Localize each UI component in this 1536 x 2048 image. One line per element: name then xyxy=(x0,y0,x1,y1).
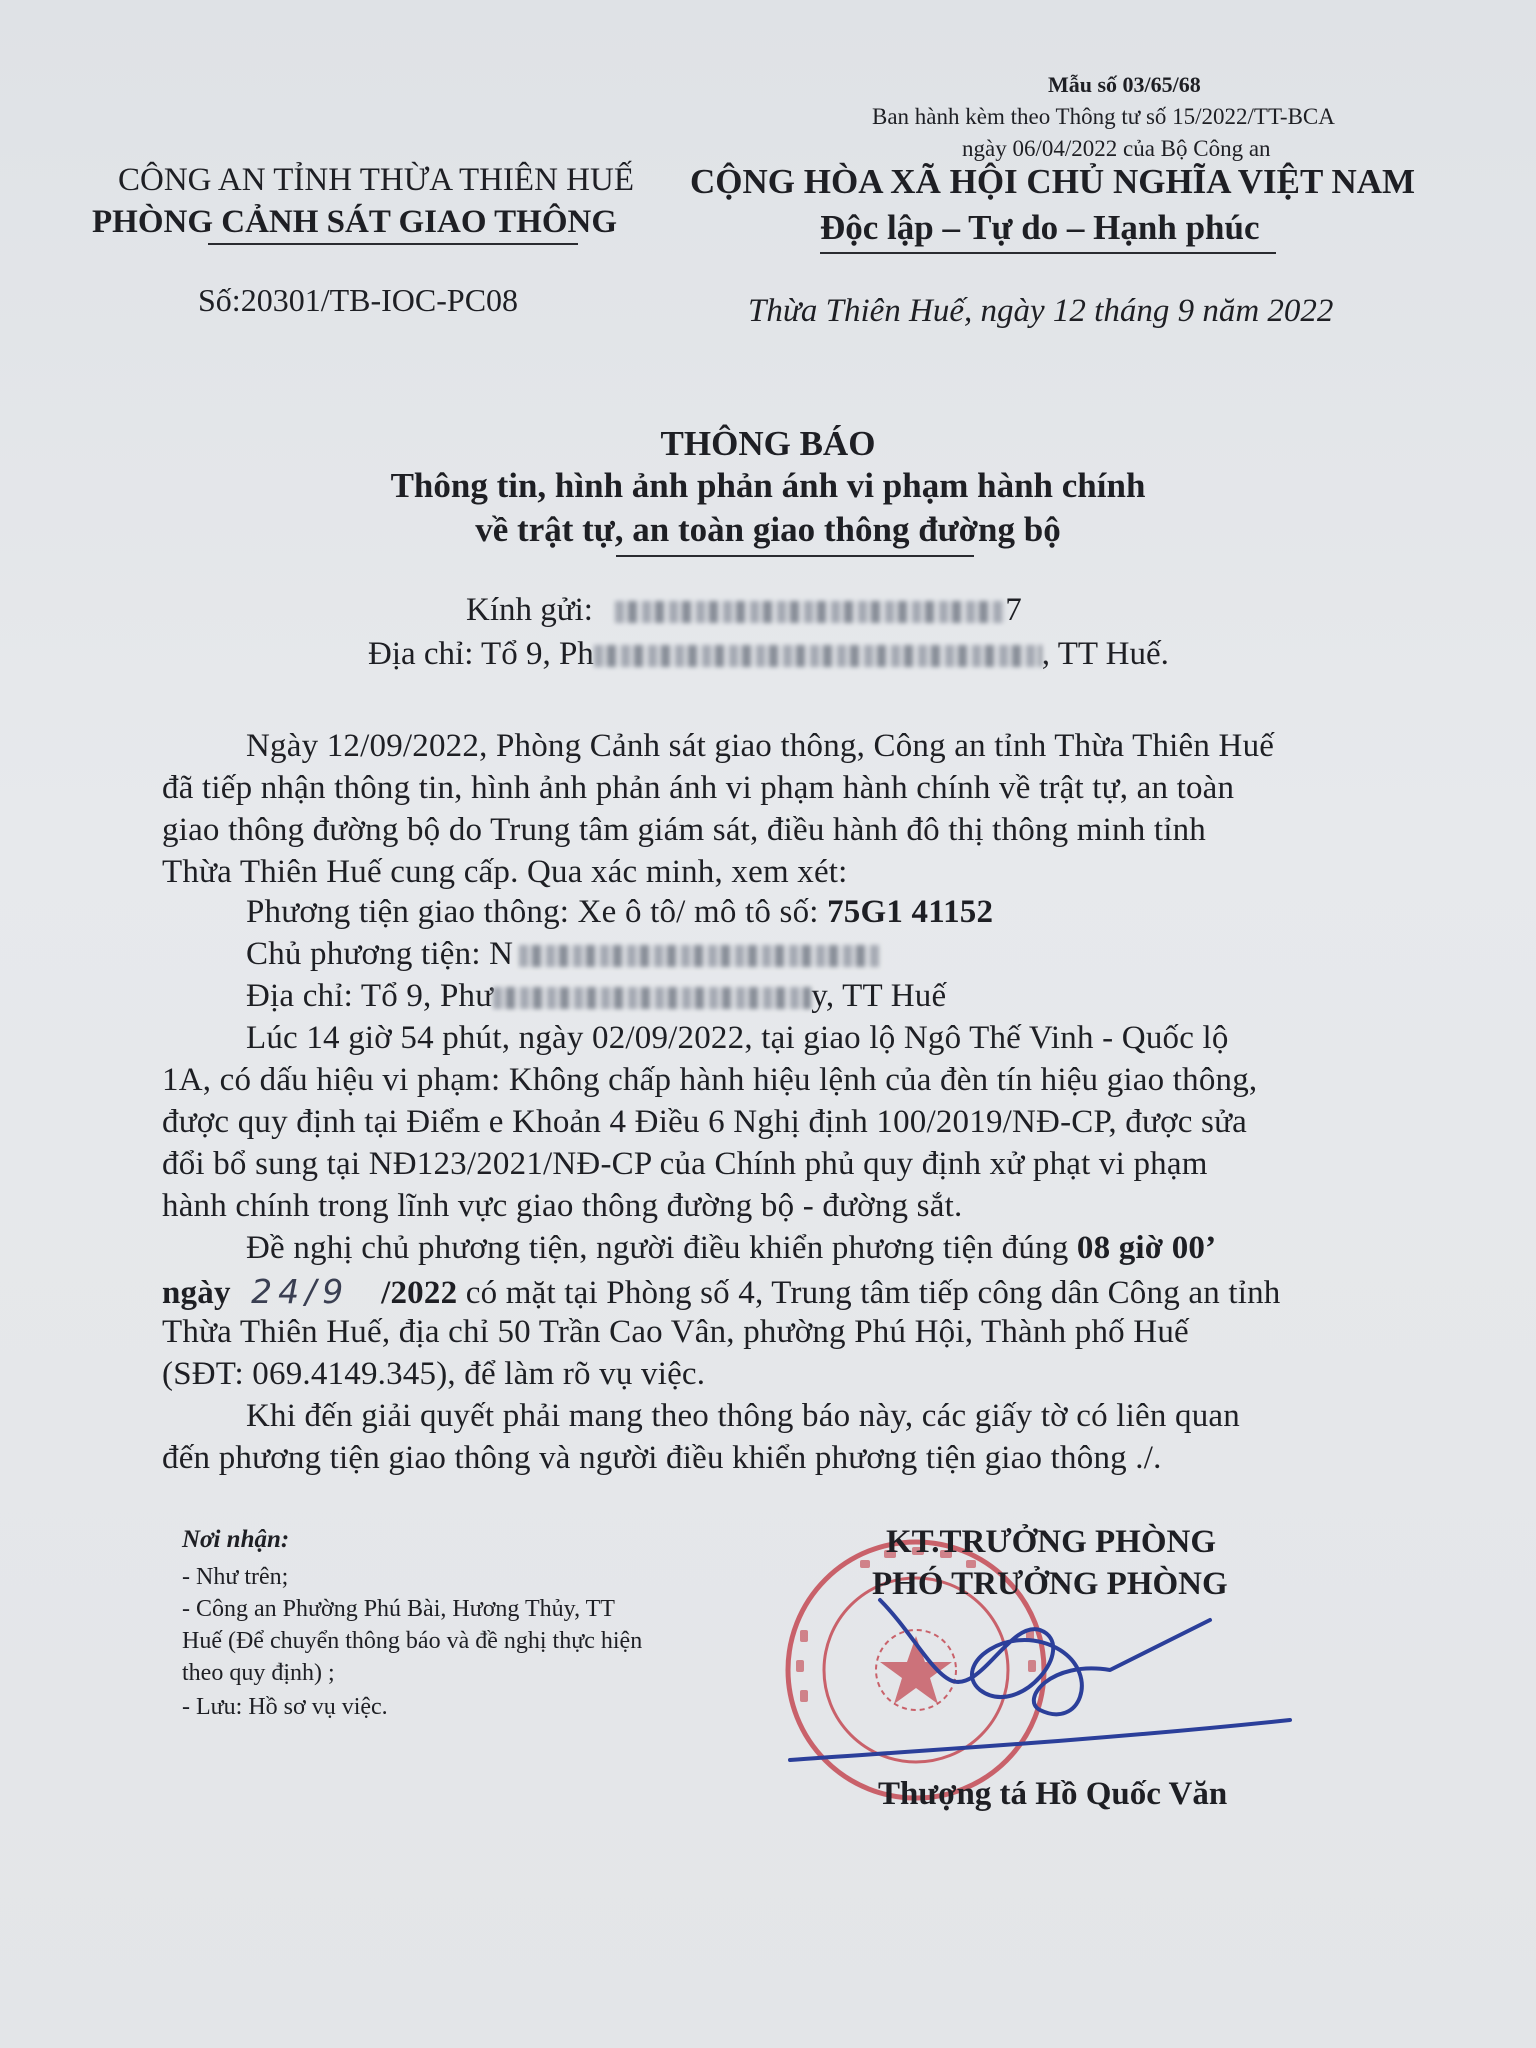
paragraph-2-line-4: đổi bổ sung tại NĐ123/2021/NĐ-CP của Chính phủ quy định xử phạt vi phạm xyxy=(162,1146,1208,1182)
title-underline xyxy=(616,555,974,557)
redacted-owner-address xyxy=(493,987,811,1009)
form-issued-line-2: ngày 06/04/2022 của Bộ Công an xyxy=(962,136,1271,161)
recipients-line-4: theo quy định) ; xyxy=(182,1660,335,1686)
owner-line xyxy=(246,936,879,973)
recipient-line xyxy=(466,592,1022,629)
nation-name: CỘNG HÒA XÃ HỘI CHỦ NGHĨA VIỆT NAM xyxy=(690,162,1416,201)
signer-name: Thượng tá Hồ Quốc Văn xyxy=(878,1776,1228,1812)
recipient-address-prefix: Địa chỉ: Tổ 9, Ph xyxy=(368,636,594,672)
form-issued-line-1: Ban hành kèm theo Thông tư số 15/2022/TT-BCA xyxy=(872,104,1335,129)
owner-address-suffix: y, TT Huế xyxy=(811,978,947,1014)
form-number: Mẫu số 03/65/68 xyxy=(1048,72,1201,97)
appointment-year: /2022 xyxy=(381,1275,458,1311)
appointment-time: 08 giờ 00’ xyxy=(1076,1230,1217,1266)
recipients-heading: Nơi nhận: xyxy=(182,1526,290,1553)
document-subtitle-1: Thông tin, hình ảnh phản ánh vi phạm hành chính xyxy=(390,466,1146,505)
paragraph-1-line-1: Ngày 12/09/2022, Phòng Cảnh sát giao thông, Công an tỉnh Thừa Thiên Huế xyxy=(246,728,1275,764)
document-subtitle-2: về trật tự, an toàn giao thông đường bộ xyxy=(475,510,1061,549)
vehicle-label: Phương tiện giao thông: Xe ô tô/ mô tô số: xyxy=(246,894,828,930)
recipients-line-3: Huế (Để chuyển thông báo và đề nghị thực hiện xyxy=(182,1628,643,1654)
agency-name: CÔNG AN TỈNH THỪA THIÊN HUẾ xyxy=(117,162,634,198)
paragraph-1-line-4: Thừa Thiên Huế cung cấp. Qua xác minh, xem xét: xyxy=(162,854,848,890)
recipients-line-2: - Công an Phường Phú Bài, Hương Thủy, TT xyxy=(182,1596,615,1622)
department-name: PHÒNG CẢNH SÁT GIAO THÔNG xyxy=(92,204,618,240)
paragraph-4-line-1: Khi đến giải quyết phải mang theo thông báo này, các giấy tờ có liên quan xyxy=(246,1398,1240,1434)
recipient-label: Kính gửi: xyxy=(466,592,593,628)
recipients-line-5: - Lưu: Hồ sơ vụ việc. xyxy=(182,1694,388,1720)
place-and-date: Thừa Thiên Huế, ngày 12 tháng 9 năm 2022 xyxy=(748,293,1334,329)
license-plate: 75G1 41152 xyxy=(827,894,994,930)
national-motto: Độc lập – Tự do – Hạnh phúc xyxy=(820,208,1260,247)
paragraph-3-line-2 xyxy=(162,1272,1281,1312)
paragraph-2-line-5: hành chính trong lĩnh vực giao thông đường bộ - đường sắt. xyxy=(162,1188,963,1224)
paragraph-3-line-3: Thừa Thiên Huế, địa chỉ 50 Trần Cao Vân, phường Phú Hội, Thành phố Huế xyxy=(162,1314,1189,1350)
appointment-place-text: có mặt tại Phòng số 4, Trung tâm tiếp công dân Công an tỉnh xyxy=(457,1275,1281,1311)
handwritten-signature xyxy=(780,1560,1320,1780)
signatory-on-behalf: KT.TRƯỞNG PHÒNG xyxy=(886,1524,1216,1560)
request-text: Đề nghị chủ phương tiện, người điều khiển phương tiện đúng xyxy=(246,1230,1077,1266)
recipient-address-line xyxy=(368,636,1169,673)
paragraph-2-line-2: 1A, có dấu hiệu vi phạm: Không chấp hành hiệu lệnh của đèn tín hiệu giao thông, xyxy=(162,1062,1258,1098)
redacted-owner-name xyxy=(519,945,879,967)
redacted-recipient-name xyxy=(615,601,1005,623)
handwritten-appointment-date: 24/9 xyxy=(251,1272,350,1311)
paragraph-4-line-2: đến phương tiện giao thông và người điều khiển phương tiện giao thông ./. xyxy=(162,1440,1162,1476)
vehicle-line xyxy=(246,894,993,931)
paragraph-1-line-3: giao thông đường bộ do Trung tâm giám sát, điều hành đô thị thông minh tỉnh xyxy=(162,812,1206,848)
document-number: Số:20301/TB-IOC-PC08 xyxy=(198,282,519,318)
owner-address-line xyxy=(246,978,946,1015)
paragraph-2-line-1: Lúc 14 giờ 54 phút, ngày 02/09/2022, tại giao lộ Ngô Thế Vinh - Quốc lộ xyxy=(246,1020,1229,1056)
motto-underline xyxy=(820,252,1276,254)
paragraph-3-line-4: (SĐT: 069.4149.345), để làm rõ vụ việc. xyxy=(162,1356,706,1392)
recipient-name-tail: 7 xyxy=(1005,592,1022,628)
paragraph-3-line-1 xyxy=(246,1230,1216,1267)
paragraph-2-line-3: được quy định tại Điểm e Khoản 4 Điều 6 Nghị định 100/2019/NĐ-CP, được sửa xyxy=(162,1104,1247,1140)
redacted-recipient-address xyxy=(594,645,1042,667)
owner-label: Chủ phương tiện: N xyxy=(246,936,514,972)
department-underline xyxy=(208,243,578,245)
recipient-address-suffix: , TT Huế. xyxy=(1041,636,1169,672)
owner-address-prefix: Địa chỉ: Tổ 9, Phư xyxy=(246,978,494,1014)
document-title: THÔNG BÁO xyxy=(660,424,876,463)
signatory-position: PHÓ TRƯỞNG PHÒNG xyxy=(872,1566,1228,1602)
paragraph-1-line-2: đã tiếp nhận thông tin, hình ảnh phản ánh vi phạm hành chính về trật tự, an toàn xyxy=(162,770,1235,806)
recipients-line-1: - Như trên; xyxy=(182,1564,289,1590)
appointment-day-label: ngày xyxy=(162,1275,231,1311)
